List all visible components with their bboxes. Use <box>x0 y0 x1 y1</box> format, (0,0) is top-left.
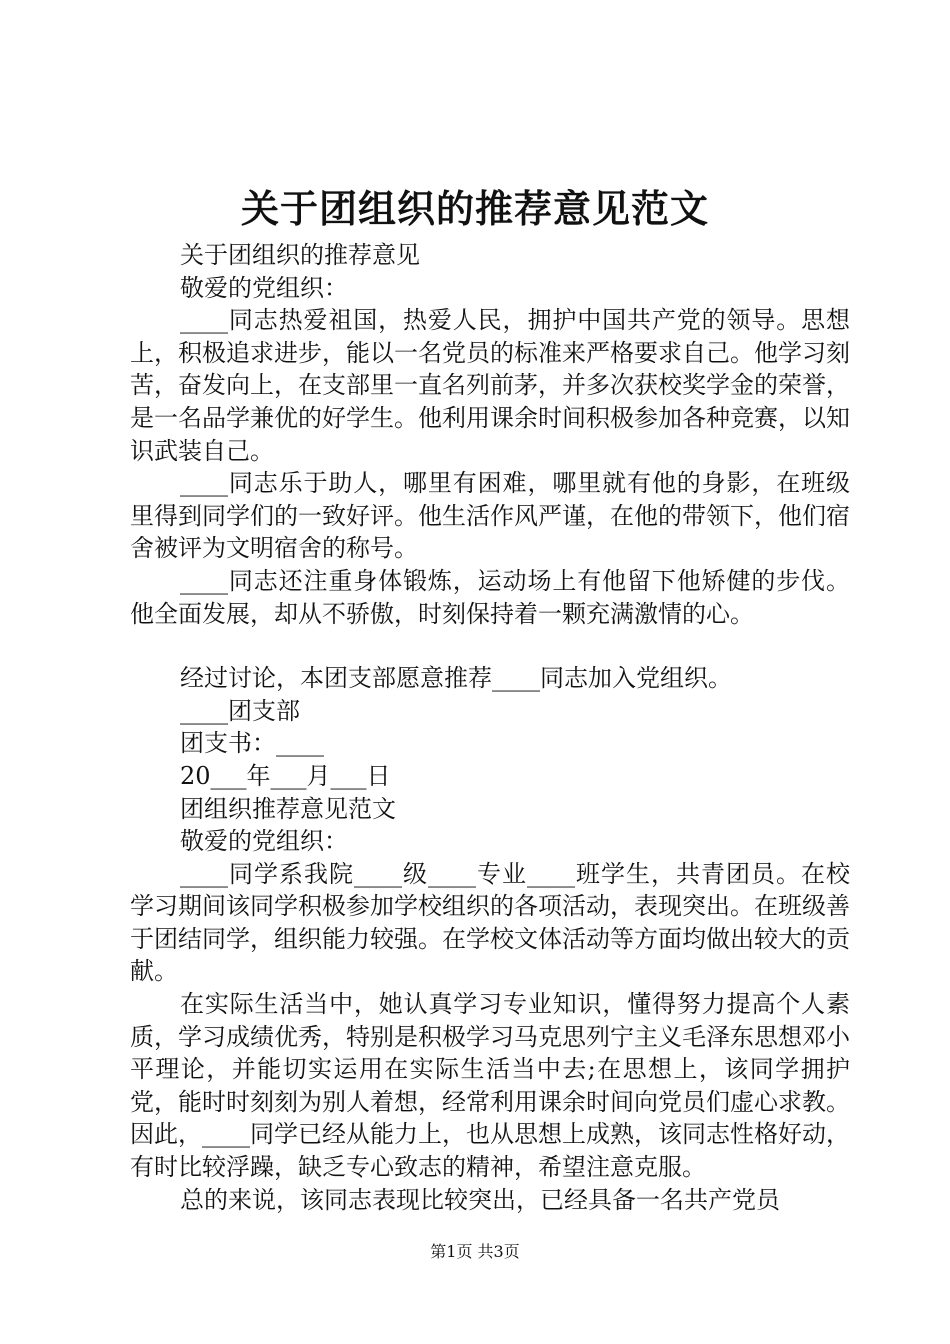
paragraph: ____同志还注重身体锻炼，运动场上有他留下他矫健的步伐。他全面发展，却从不骄傲，时刻保持着一颗充满激情的心。 <box>130 566 850 628</box>
salutation: 敬爱的党组织： <box>180 827 348 856</box>
paragraph: 在实际生活当中，她认真学习专业知识，懂得努力提高个人素质，学习成绩优秀，特别是积极学习马克思列宁主义毛泽东思想邓小平理论，并能切实运用在实际生活当中去;在思想上，该同学拥护党，能时时刻刻为别人着想，经常利用课余时间向党员们虚心求教。因此，____同学已经从能力上，也从思想上成熟，该同志性格好动，有时比较浮躁，缺乏专心致志的精神，希望注意克服。 <box>130 990 850 1182</box>
page-title: 关于团组织的推荐意见范文 <box>240 186 709 231</box>
paragraph-gap <box>130 630 850 662</box>
paragraph: ____同志乐于助人，哪里有困难，哪里就有他的身影，在班级里得到同学们的一致好评。他生活作风严谨，在他的带领下，他们宿舍被评为文明宿舍的称号。 <box>130 469 850 563</box>
date-line: 20___年___月___日 <box>180 761 391 790</box>
section-heading: 团组织推荐意见范文 <box>180 794 396 823</box>
recommendation-line: 经过讨论，本团支部愿意推荐____同志加入党组织。 <box>180 664 732 693</box>
paragraph: 总的来说，该同志表现比较突出，已经具备一名共产党员 <box>180 1185 780 1214</box>
salutation: 敬爱的党组织： <box>180 273 348 302</box>
page-number: 第1页 共3页 <box>430 1242 520 1261</box>
branch-signature: ____团支部 <box>180 696 300 725</box>
secretary-signature: 团支书：____ <box>180 729 324 758</box>
document-body <box>130 239 850 1216</box>
subtitle-line: 关于团组织的推荐意见 <box>180 241 420 269</box>
paragraph: ____同志热爱祖国，热爱人民，拥护中国共产党的领导。思想上，积极追求进步，能以一名党员的标准来严格要求自己。他学习刻苦，奋发向上，在支部里一直名列前茅，并多次获校奖学金的荣誉，是一名品学兼优的好学生。他利用课余时间积极参加各种竞赛，以知识武装自己。 <box>130 306 850 465</box>
paragraph: ____同学系我院____级____专业____班学生，共青团员。在校学习期间该同学积极参加学校组织的各项活动，表现突出。在班级善于团结同学，组织能力较强。在学校文体活动等方面均做出较大的贡献。 <box>130 859 850 986</box>
